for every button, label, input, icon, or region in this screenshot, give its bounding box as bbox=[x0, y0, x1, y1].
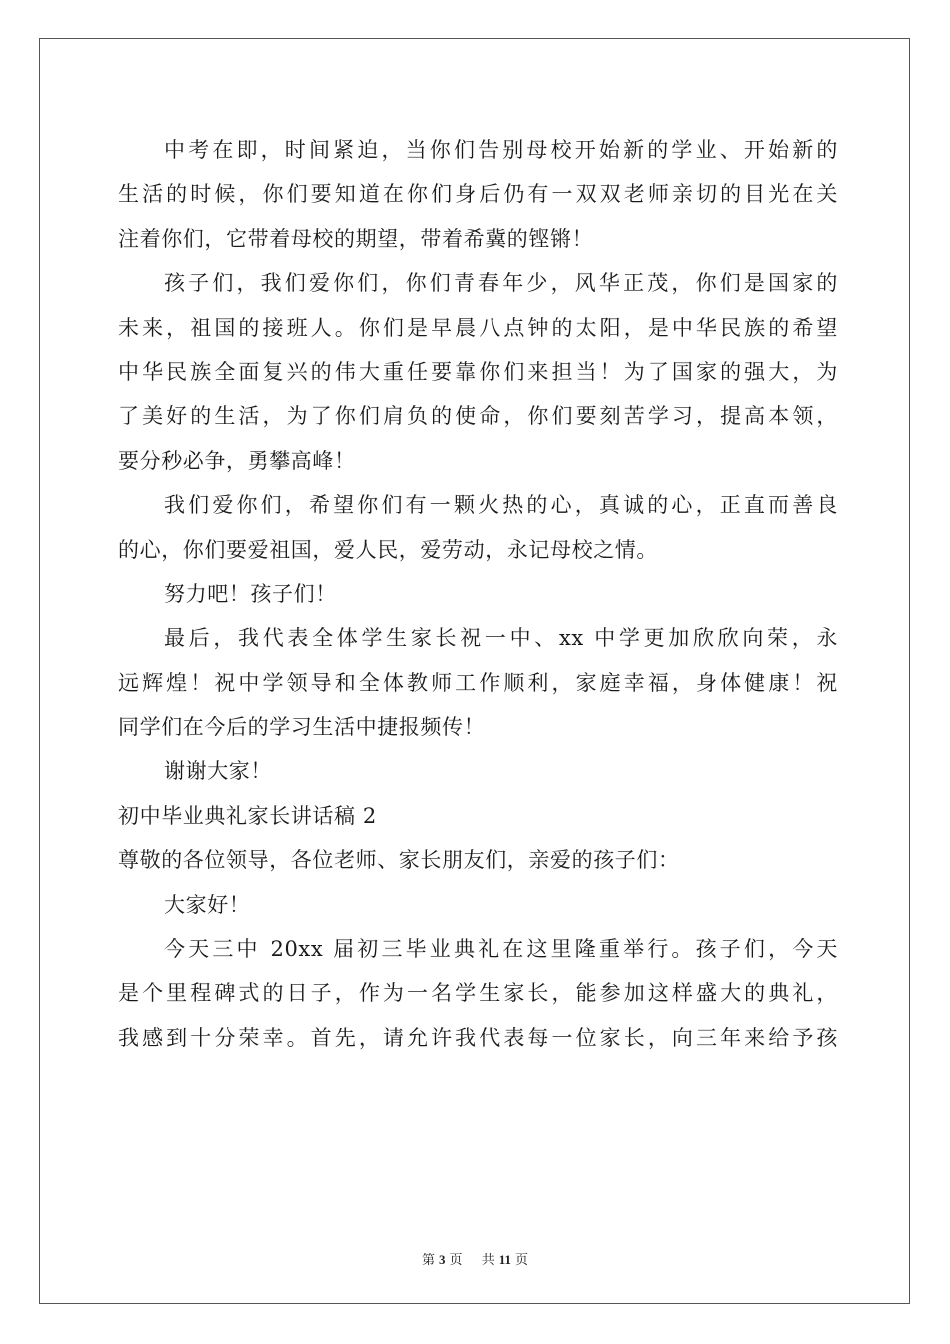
page-suffix: 页 bbox=[449, 1252, 463, 1267]
text-line: 远辉煌！祝中学领导和全体教师工作顺利，家庭幸福，身体健康！祝 bbox=[118, 670, 838, 695]
page-footer bbox=[0, 1249, 950, 1268]
text-line: 注着你们，它带着母校的期望，带着希冀的铿锵！ bbox=[118, 226, 594, 251]
text-line: 努力吧！孩子们！ bbox=[164, 581, 337, 606]
text-line: 孩子们，我们爱你们，你们青春年少，风华正茂，你们是国家的 bbox=[164, 271, 838, 296]
text-line: 要分秒必争，勇攀高峰！ bbox=[118, 448, 356, 473]
document-body bbox=[118, 128, 838, 1060]
text-line: 中华民族全面复兴的伟大重任要靠你们来担当！为了国家的强大，为 bbox=[118, 359, 838, 384]
text-line: 的心，你们要爱祖国，爱人民，爱劳动，永记母校之情。 bbox=[118, 537, 658, 562]
text-line: 未来，祖国的接班人。你们是早晨八点钟的太阳，是中华民族的希望 bbox=[118, 315, 838, 340]
text-line: 今天三中 20xx 届初三毕业典礼在这里隆重举行。孩子们，今天 bbox=[164, 937, 838, 962]
text-line: 初中毕业典礼家长讲话稿 2 bbox=[118, 803, 377, 828]
total-indicator bbox=[478, 1252, 532, 1267]
text-line: 尊敬的各位领导，各位老师、家长朋友们，亲爱的孩子们： bbox=[118, 848, 680, 873]
text-line: 谢谢大家！ bbox=[164, 759, 272, 784]
text-line: 我感到十分荣幸。首先，请允许我代表每一位家长，向三年来给予孩 bbox=[118, 1025, 838, 1050]
text-line: 是个里程碑式的日子，作为一名学生家长，能参加这样盛大的典礼， bbox=[118, 981, 838, 1006]
page-number: 3 bbox=[438, 1252, 446, 1267]
text-line: 同学们在今后的学习生活中捷报频传！ bbox=[118, 715, 486, 740]
page-indicator bbox=[418, 1252, 467, 1267]
text-line: 大家好！ bbox=[164, 892, 251, 917]
text-line: 我们爱你们，希望你们有一颗火热的心，真诚的心，正直而善良 bbox=[164, 493, 838, 518]
total-suffix: 页 bbox=[515, 1252, 529, 1267]
page-prefix: 第 bbox=[421, 1252, 435, 1267]
text-line: 最后，我代表全体学生家长祝一中、xx 中学更加欣欣向荣，永 bbox=[164, 626, 838, 651]
text-line: 生活的时候，你们要知道在你们身后仍有一双双老师亲切的目光在关 bbox=[118, 182, 838, 207]
text-line: 中考在即，时间紧迫，当你们告别母校开始新的学业、开始新的 bbox=[164, 138, 838, 162]
total-prefix: 共 bbox=[481, 1252, 495, 1267]
text-line: 了美好的生活，为了你们肩负的使命，你们要刻苦学习，提高本领， bbox=[118, 404, 838, 429]
total-pages: 11 bbox=[498, 1252, 512, 1267]
